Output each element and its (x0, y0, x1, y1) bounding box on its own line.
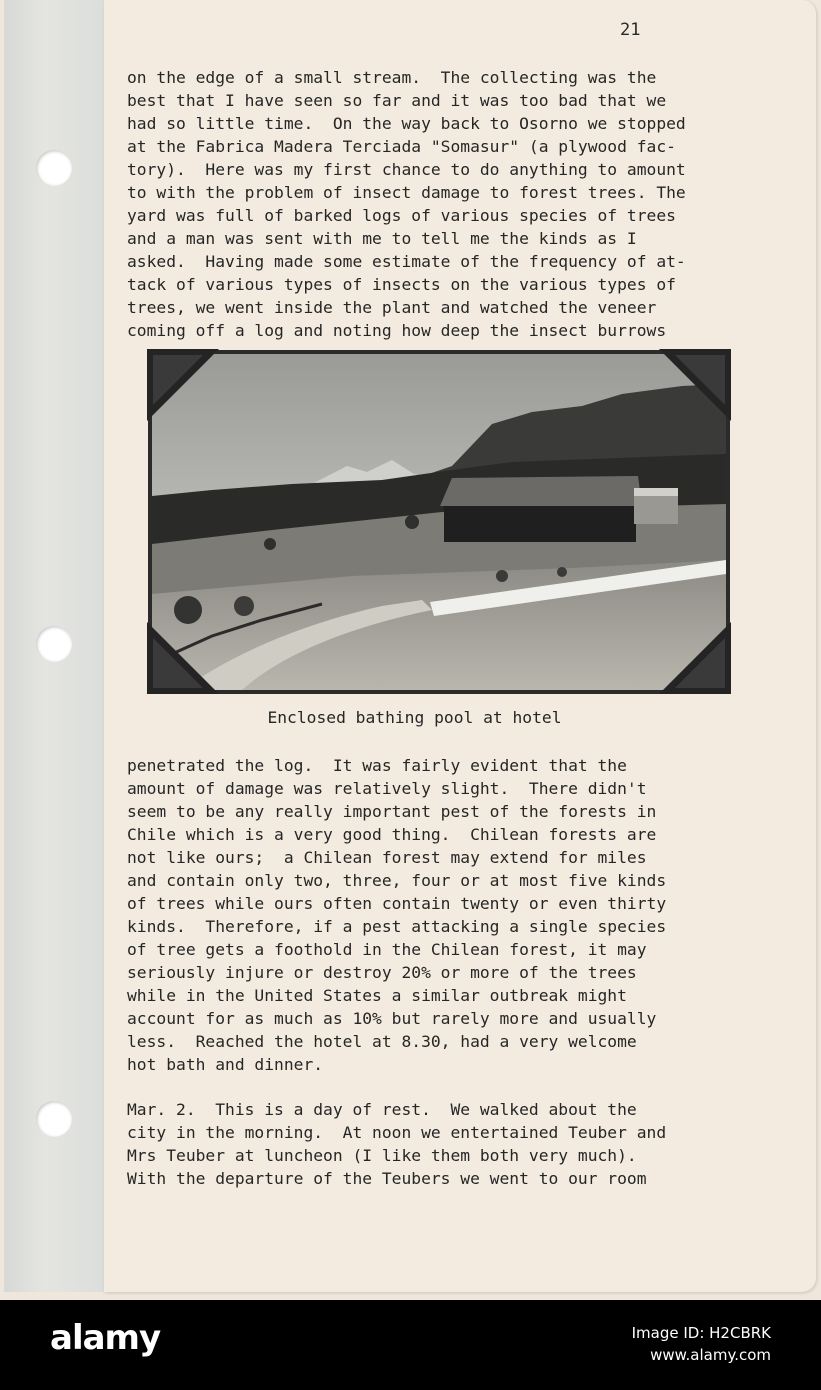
text-line: kinds. Therefore, if a pest attacking a single species (127, 917, 667, 936)
text-line: not like ours; a Chilean forest may extend for miles (127, 848, 647, 867)
text-line: tory). Here was my first chance to do anything to amount (127, 160, 686, 179)
text-line: on the edge of a small stream. The collecting was the (127, 68, 657, 87)
image-id: Image ID: H2CBRK (631, 1324, 771, 1342)
text-line: Mar. 2. This is a day of rest. We walked about the (127, 1100, 637, 1119)
photo-corner-bottom-right (659, 622, 731, 694)
text-line: less. Reached the hotel at 8.30, had a very welcome (127, 1032, 637, 1051)
text-line: tack of various types of insects on the various types of (127, 275, 676, 294)
text-line: and a man was sent with me to tell me the kinds as I (127, 229, 637, 248)
paragraph-mar-2 (127, 1098, 797, 1190)
text-line: asked. Having made some estimate of the frequency of at- (127, 252, 686, 271)
paragraph-after-photo (127, 754, 797, 1076)
photo-corner-bottom-left (147, 622, 219, 694)
punch-hole-bottom (36, 1101, 72, 1137)
punch-hole-top (36, 150, 72, 186)
text-line: hot bath and dinner. (127, 1055, 324, 1074)
photo-caption: Enclosed bathing pool at hotel (267, 708, 562, 727)
text-line: yard was full of barked logs of various species of trees (127, 206, 676, 225)
text-line: penetrated the log. It was fairly evident that the (127, 756, 627, 775)
text-line: Chile which is a very good thing. Chilean forests are (127, 825, 657, 844)
text-line: and contain only two, three, four or at most five kinds (127, 871, 667, 890)
text-line: of tree gets a foothold in the Chilean forest, it may (127, 940, 647, 959)
text-line: seriously injure or destroy 20% or more of the trees (127, 963, 637, 982)
text-line: With the departure of the Teubers we went to our room (127, 1169, 647, 1188)
stock-info (632, 1322, 771, 1366)
paragraph-before-photo (127, 66, 797, 342)
text-line: Mrs Teuber at luncheon (I like them both very much). (127, 1146, 637, 1165)
text-line: seem to be any really important pest of the forests in (127, 802, 657, 821)
text-line: trees, we went inside the plant and watched the veneer (127, 298, 657, 317)
text-line: to with the problem of insect damage to forest trees. The (127, 183, 686, 202)
text-line: at the Fabrica Madera Terciada "Somasur" (a plywood fac- (127, 137, 676, 156)
text-line: had so little time. On the way back to Osorno we stopped (127, 114, 686, 133)
text-line: account for as much as 10% but rarely more and usually (127, 1009, 657, 1028)
text-line: amount of damage was relatively slight. There didn't (127, 779, 647, 798)
alamy-logo: alamy (50, 1318, 161, 1358)
punch-hole-middle (36, 626, 72, 662)
binder-strip (4, 0, 105, 1292)
site-url: www.alamy.com (650, 1346, 771, 1364)
text-line: best that I have seen so far and it was too bad that we (127, 91, 667, 110)
photo-corner-top-right (659, 349, 731, 421)
page-number: 21 (620, 20, 641, 40)
photo-corner-top-left (147, 349, 219, 421)
hotel-photo (152, 354, 726, 690)
text-line: while in the United States a similar outbreak might (127, 986, 627, 1005)
text-line: coming off a log and noting how deep the insect burrows (127, 321, 667, 340)
text-line: city in the morning. At noon we entertained Teuber and (127, 1123, 667, 1142)
text-line: of trees while ours often contain twenty or even thirty (127, 894, 667, 913)
